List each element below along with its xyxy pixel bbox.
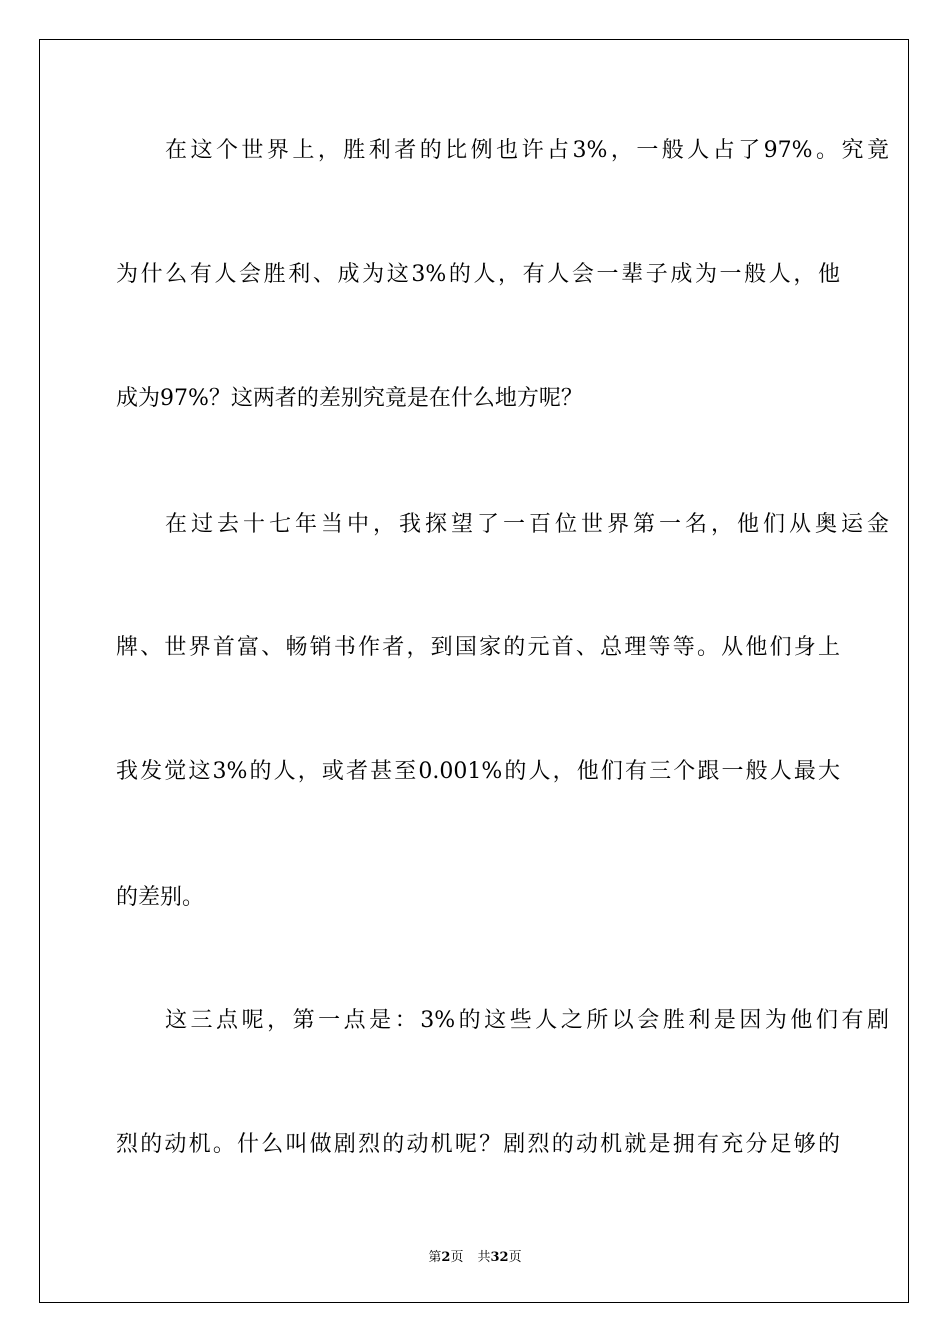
footer-page-word: 页 <box>450 1250 464 1265</box>
footer-prefix: 第 <box>428 1250 442 1265</box>
paragraph-3-line-1: 这三点呢，第一点是：3%的这些人之所以会胜利是因为他们有剧 <box>165 1008 889 1033</box>
footer-total-word: 页 <box>508 1250 522 1265</box>
paragraph-1-line-2: 为什么有人会胜利、成为这3%的人，有人会一辈子成为一般人，他 <box>116 262 840 287</box>
page-footer <box>0 1246 950 1265</box>
paragraph-1-line-1: 在这个世界上，胜利者的比例也许占3%，一般人占了97%。究竟 <box>165 138 889 163</box>
paragraph-2-line-1: 在过去十七年当中，我探望了一百位世界第一名，他们从奥运金 <box>165 512 889 537</box>
footer-total-pages: 32 <box>490 1250 509 1265</box>
paragraph-2-line-4: 的差别。 <box>116 885 205 910</box>
footer-total-prefix: 共 <box>477 1250 491 1265</box>
paragraph-3-line-2: 烈的动机。什么叫做剧烈的动机呢？剧烈的动机就是拥有充分足够的 <box>116 1132 840 1157</box>
paragraph-1-line-3: 成为97%？这两者的差别究竟是在什么地方呢？ <box>116 386 583 411</box>
footer-page-number: 2 <box>441 1250 451 1265</box>
paragraph-2-line-3: 我发觉这3%的人，或者甚至0.001%的人，他们有三个跟一般人最大 <box>116 759 840 784</box>
page-border <box>39 39 909 1303</box>
paragraph-2-line-2: 牌、世界首富、畅销书作者，到国家的元首、总理等等。从他们身上 <box>116 635 840 660</box>
